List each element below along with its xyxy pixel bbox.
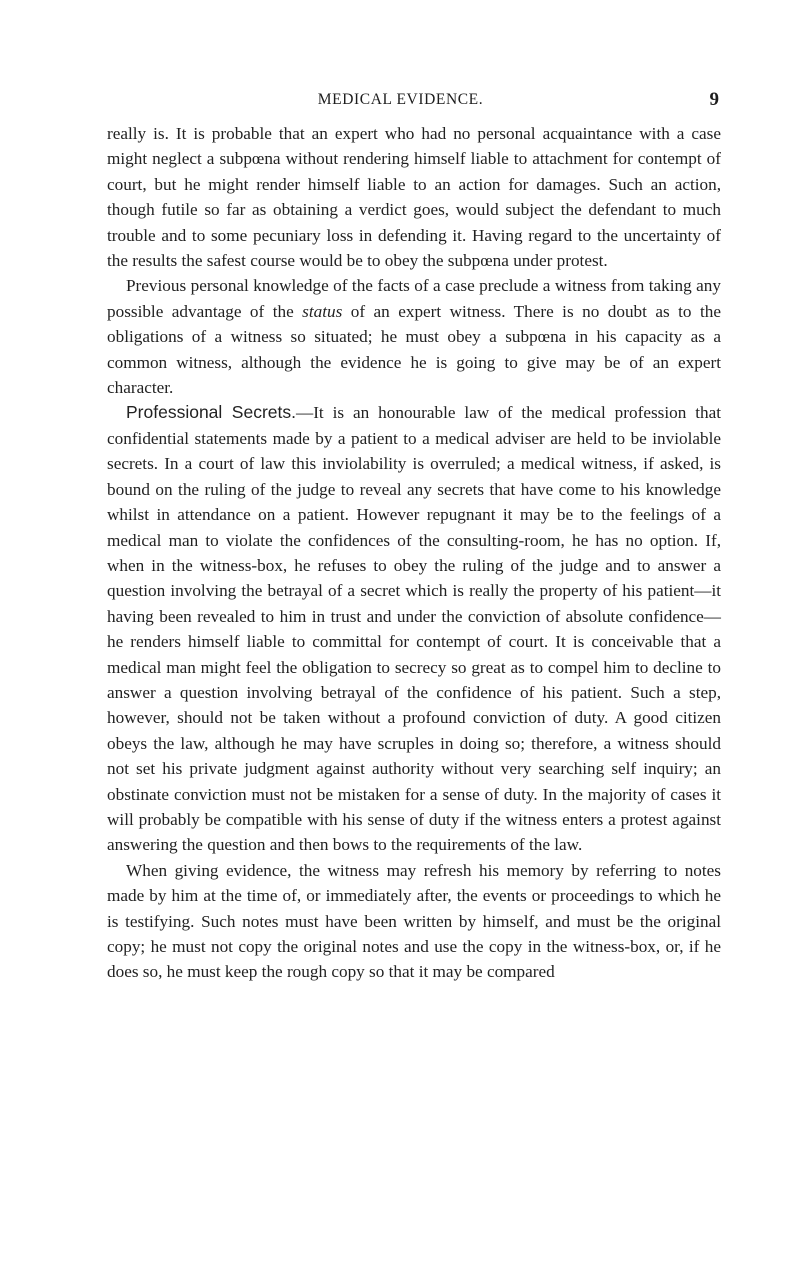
section-heading: Professional Secrets. — [126, 402, 296, 423]
running-title: MEDICAL EVIDENCE. — [317, 91, 484, 108]
paragraph-professional-secrets — [107, 400, 721, 857]
paragraph-refresh-memory — [107, 858, 721, 985]
paragraph-expert-status — [107, 273, 721, 400]
paragraph-text: —It is an honourable law of the medical profession that confidential statements made by a patient to a medical adviser are held to be inviolable secrets. In a court of law this inviolability is overruled; a medical witness, if asked, is bound on the ruling of the judge to reveal any secrets that have come to his knowledge whilst in attendance on a patient. However repugnant it may be to the feelings of a medical man to violate the confidences of the consulting-room, he has no option. If, when in the witness-box, he refuses to obey the ruling of the judge and to answer a question involving the betrayal of a secret which is really the property of his patient—it having been revealed to him in trust and under the conviction of absolute confidence—he renders himself liable to committal for contempt of court. It is conceivable that a medical man might feel the obligation to secrecy so great as to compel him to decline to answer a question involving betrayal of the confidence of his patient. Such a step, however, should not be taken without a profound conviction of duty. A good citizen obeys the law, although he may have scruples in doing so; therefore, a witness should not set his private judgment against authority without very searching self inquiry; an obstinate conviction must not be mistaken for a sense of duty. In the majority of cases it will probably be compatible with his sense of duty if the witness enters a protest against answering the question and then bows to the requirements of the law. — [107, 403, 721, 855]
paragraph-continuation — [107, 121, 721, 273]
paragraph-text: When giving evidence, the witness may refresh his memory by referring to notes made by him at the time of, or immediately after, the events or proceedings to which he is testifying. Such notes must have been written by himself, and must be the original copy; he must not copy the original notes and use the copy in the witness-box, or, if he does so, he must keep the rough copy so that it may be compared — [107, 860, 721, 982]
paragraph-text: really is. It is probable that an expert who had no personal acquaintance with a case might neglect a subpœna without rendering himself liable to attachment for contempt of court, but he might render himself liable to an action for damages. Such an action, though futile so far as obtaining a verdict goes, would subject the defendant to much trouble and to some pecuniary loss in defending it. Having regard to the uncertainty of the results the safest course would be to obey the subpœna under protest. — [107, 124, 721, 271]
running-head — [0, 88, 801, 112]
page-number: 9 — [709, 89, 719, 110]
italic-term: status — [302, 301, 343, 321]
body-text — [107, 121, 721, 985]
paragraph-text: of an expert witness. There is no doubt as to the obligations of a witness so situated; he must obey a subpœna in his capacity as a common witness, although the evidence he is going to give may be of an expert character. — [107, 301, 721, 398]
paragraph-text: Previous personal knowledge of the facts of a case preclude a witness from taking any possible advantage of the — [107, 276, 721, 321]
